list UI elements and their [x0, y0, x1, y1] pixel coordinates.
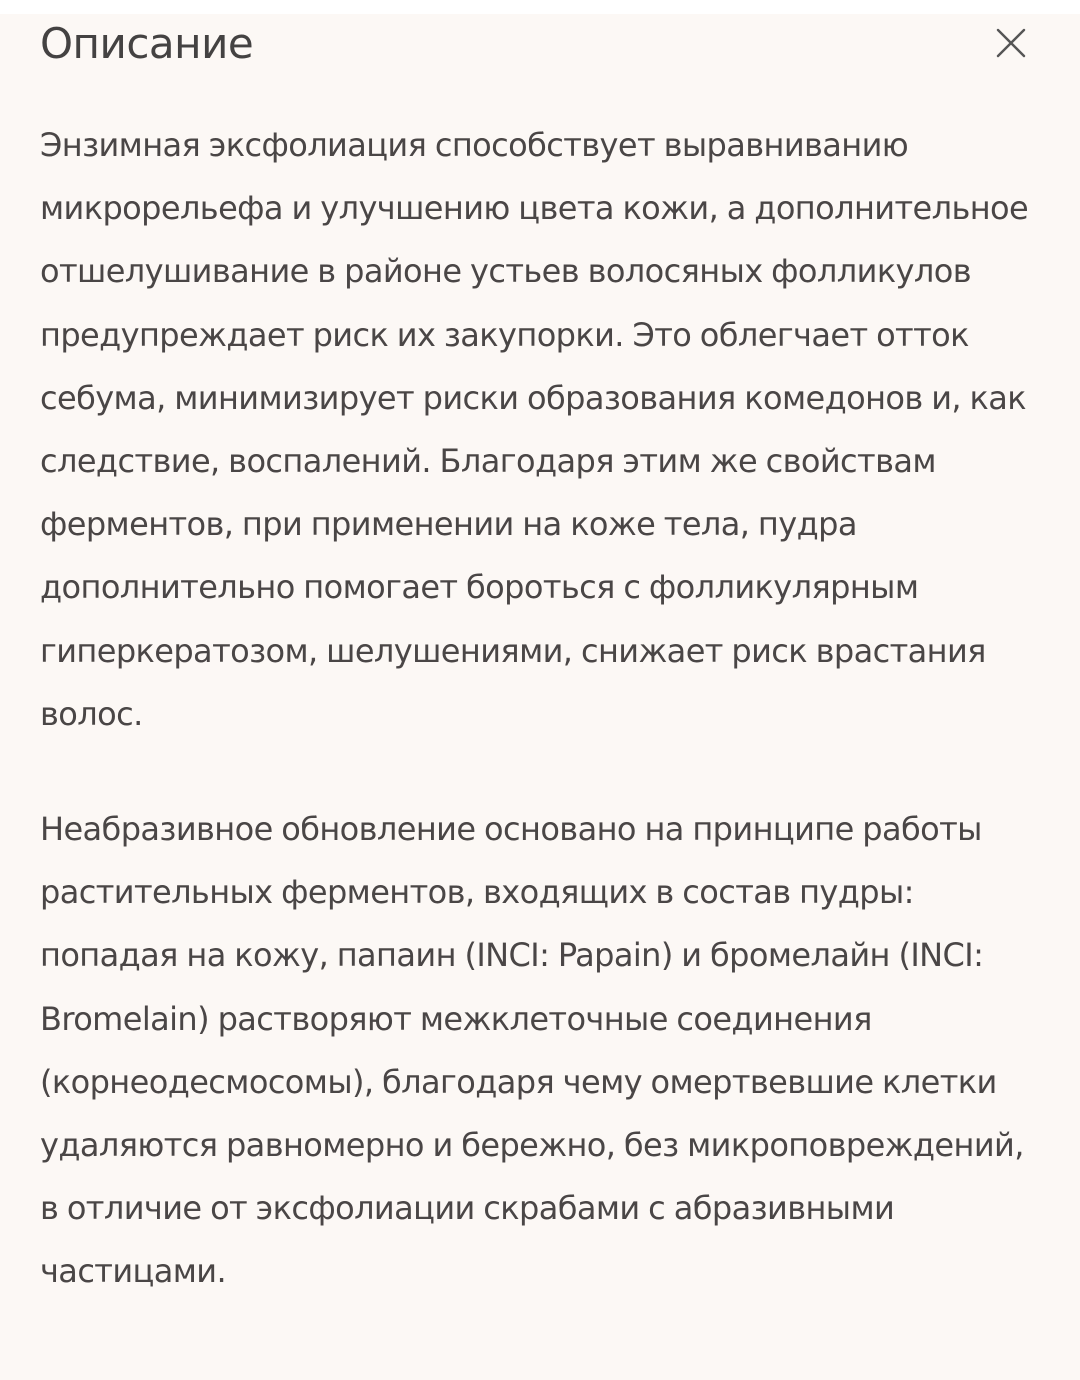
description-body [40, 114, 1040, 1304]
close-button[interactable] [994, 26, 1028, 60]
sheet-title: Описание [40, 19, 254, 68]
close-icon [994, 26, 1028, 60]
sheet-header [40, 14, 1040, 78]
description-paragraph: Неабразивное обновление основано на принципе работы растительных ферментов, входящих в состав пудры: попадая на кожу, папаин (INCI: Papain) и бромелайн (INCI: Bromelain) растворяют межклеточные соединения (корнеодесмосомы), благодаря чему омертвевшие клетки удаляются равномерно и бережно, без микроповреждений, в отличие от эксфолиации скрабами с абразивными частицами. [40, 810, 1024, 1291]
description-paragraph: Энзимная эксфолиация способствует выравниванию микрорельефа и улучшению цвета кожи, а дополнительное отшелушивание в районе устьев волосяных фолликулов предупреждает риск их закупорки. Это облегчает отток себума, минимизирует риски образования комедонов и, как следствие, воспалений. Благодаря этим же свойствам ферментов, при применении на коже тела, пудра дополнительно помогает бороться с фолликулярным гиперкератозом, шелушениями, снижает риск врастания волос. [40, 126, 1029, 733]
description-sheet [0, 14, 1080, 1380]
